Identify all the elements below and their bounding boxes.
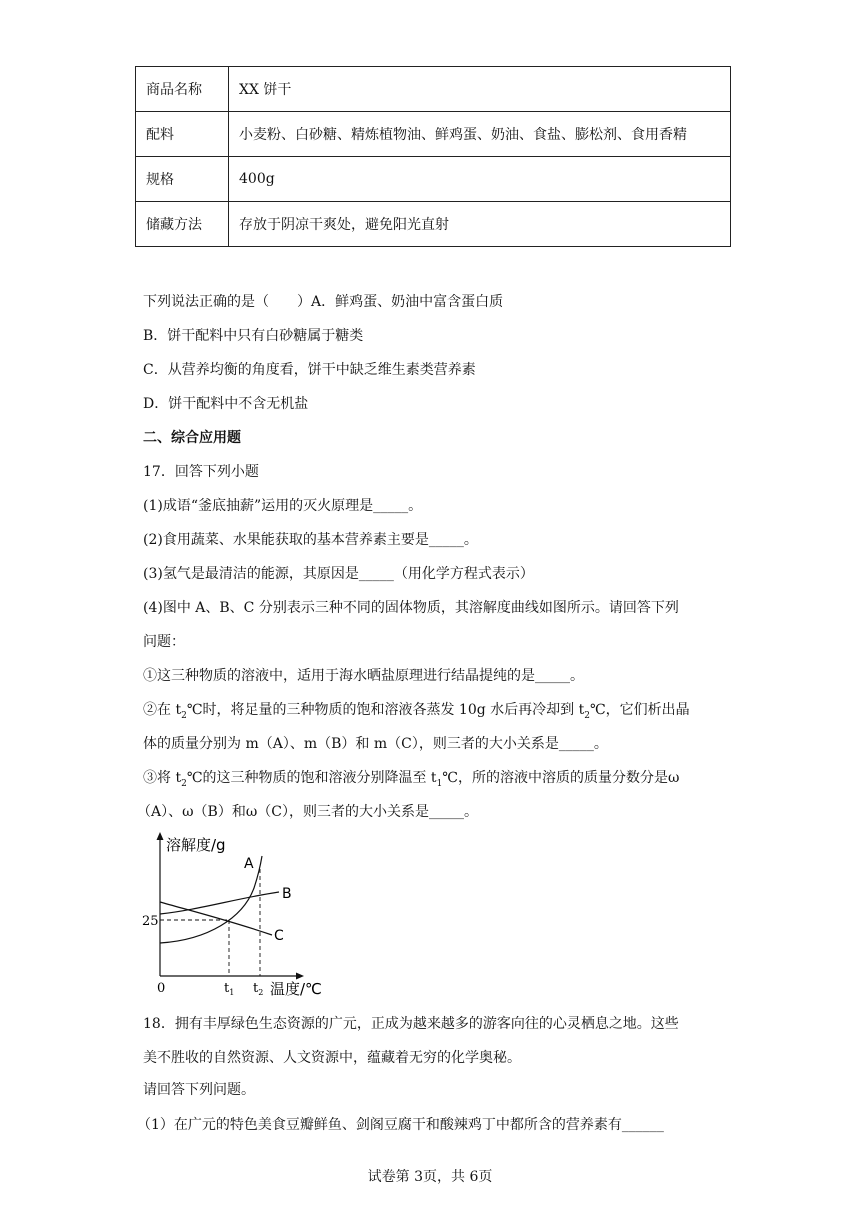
q17-part4-line1: (4)图中 A、B、C 分别表示三种不同的固体物质，其溶解度曲线如图所示。请回答下列: [143, 600, 679, 616]
table-value: 存放于阴凉干爽处，避免阳光直射: [229, 202, 731, 247]
q17-part1: (1)成语“釜底抽薪”运用的灭火原理是_____。: [143, 498, 423, 514]
table-row: [136, 157, 731, 202]
q17-sub3-line2: （A）、ω（B）和ω（C），则三者的大小关系是_____。: [137, 804, 478, 820]
section-heading: 二、综合应用题: [143, 430, 241, 446]
q18-line4: （1）在广元的特色美食豆瓣鲜鱼、剑阁豆腐干和酸辣鸡丁中都所含的营养素有______: [137, 1117, 664, 1133]
q17-part4-line2: 问题：: [143, 634, 185, 650]
curve-a-label: A: [244, 856, 254, 872]
q18-line1: 18．拥有丰厚绿色生态资源的广元，正成为越来越多的游客向往的心灵栖息之地。这些: [143, 1016, 679, 1032]
curve-b-label: B: [282, 886, 292, 902]
table-row: [136, 112, 731, 157]
q17-sub1: ①这三种物质的溶液中，适用于海水晒盐原理进行结晶提纯的是_____。: [143, 668, 584, 684]
curve-b: [160, 892, 279, 914]
y-axis-arrow-icon: [157, 832, 164, 840]
table-value: 400g: [229, 157, 731, 202]
q17-sub3-line1: ③将 $t_2℃$的这三种物质的饱和溶液分别降温至 $t_1℃$，所的溶液中溶质的质量分数分是ω: [143, 770, 680, 789]
q16-stem: 下列说法正确的是（ ）A．鲜鸡蛋、奶油中富含蛋白质: [143, 294, 504, 310]
q17-title: 17．回答下列小题: [143, 464, 259, 480]
q17-sub2-line2: 体的质量分别为 m（A）、m（B）和 m（C），则三者的大小关系是_____。: [143, 736, 608, 752]
y-axis-label: 溶解度/g: [166, 836, 226, 854]
q16-option-b: B．饼干配料中只有白砂糖属于糖类: [143, 328, 364, 344]
curve-c: [160, 902, 272, 935]
y-tick-25: 25: [142, 914, 159, 929]
q17-sub2-line1: ②在 $t_2℃$时，将足量的三种物质的饱和溶液各蒸发 10g 水后再冷却到 $t_2℃$，它们析出晶: [143, 702, 690, 721]
page-footer: 试卷第 3页，共 6页: [367, 1169, 493, 1185]
x-axis-arrow-icon: [296, 973, 304, 980]
x-tick-t2: $t_2$: [253, 981, 264, 997]
q16-option-d: D．饼干配料中不含无机盐: [143, 396, 309, 412]
table-key: 商品名称: [136, 67, 229, 112]
q17-part3: (3)氢气是最清洁的能源，其原因是_____（用化学方程式表示）: [143, 566, 534, 582]
x-axis-label: 温度/℃: [270, 980, 322, 998]
q16-option-c: C．从营养均衡的角度看，饼干中缺乏维生素类营养素: [143, 362, 476, 378]
table-key: 储藏方法: [136, 202, 229, 247]
q17-part2: (2)食用蔬菜、水果能获取的基本营养素主要是_____。: [143, 532, 478, 548]
table-value: 小麦粉、白砂糖、精炼植物油、鲜鸡蛋、奶油、食盐、膨松剂、食用香精: [229, 112, 731, 157]
table-key: 规格: [136, 157, 229, 202]
x-tick-t1: $t_1$: [224, 981, 235, 997]
solubility-graph: [138, 828, 338, 998]
curve-c-label: C: [274, 928, 284, 944]
table-row: [136, 202, 731, 247]
q18-line3: 请回答下列问题。: [143, 1082, 255, 1098]
table-key: 配料: [136, 112, 229, 157]
table-value: XX 饼干: [229, 67, 731, 112]
q18-line2: 美不胜收的自然资源、人文资源中，蕴藏着无穷的化学奥秘。: [143, 1050, 521, 1066]
table-row: [136, 67, 731, 112]
origin-label: 0: [157, 981, 166, 996]
product-info-table: [135, 66, 731, 247]
